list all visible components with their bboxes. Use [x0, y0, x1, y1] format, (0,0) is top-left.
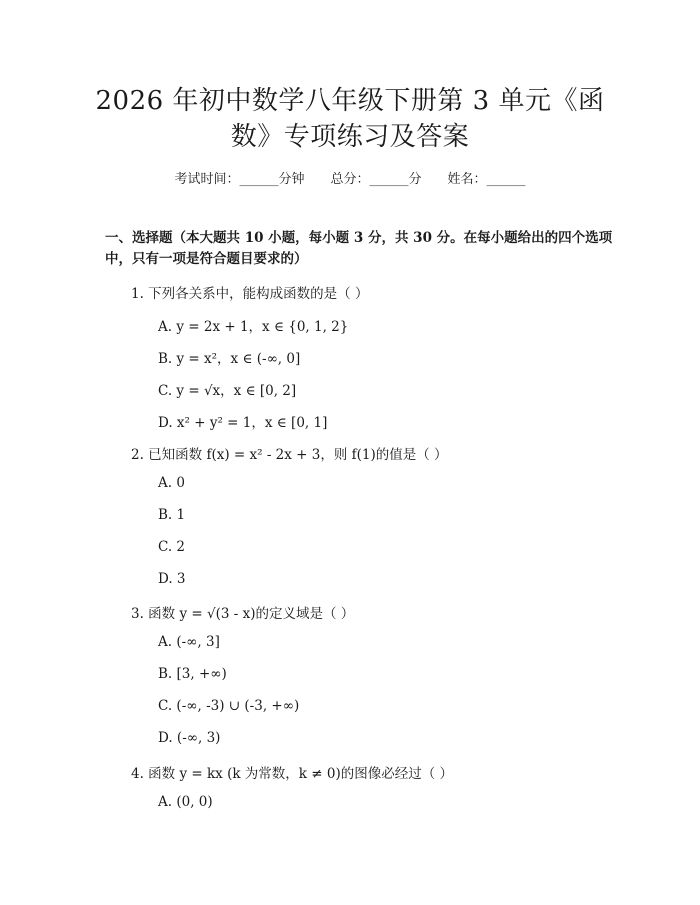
option-c: C. (-∞, -3) ∪ (-3, +∞) — [158, 698, 300, 714]
option-b: B. y = x²，x ∈ (-∞, 0] — [158, 351, 301, 367]
option-b: B. [3, +∞) — [158, 666, 227, 682]
question-stem: 4. 函数 y = kx (k 为常数，k ≠ 0)的图像必经过（ ） — [131, 766, 454, 782]
document-title-line-1: 2026 年初中数学八年级下册第 3 单元《函 — [95, 86, 605, 116]
question-stem: 2. 已知函数 f(x) = x² - 2x + 3，则 f(1)的值是（ ） — [131, 447, 448, 463]
exam-info — [0, 168, 700, 187]
option-d: D. (-∞, 3) — [158, 730, 221, 746]
option-a: A. y = 2x + 1，x ∈ {0, 1, 2} — [158, 319, 349, 335]
option-b: B. 1 — [158, 507, 186, 523]
option-d: D. x² + y² = 1，x ∈ [0, 1] — [158, 415, 328, 431]
option-a: A. 0 — [158, 475, 185, 491]
option-d: D. 3 — [158, 571, 186, 587]
option-c: C. 2 — [158, 539, 186, 555]
document-title-line-2: 数》专项练习及答案 — [230, 122, 470, 152]
option-a: A. (-∞, 3] — [158, 634, 220, 650]
option-c: C. y = √x，x ∈ [0, 2] — [158, 383, 297, 399]
total-score-field: 总分：______分 — [330, 172, 422, 187]
option-a: A. (0, 0) — [158, 794, 213, 810]
section-heading: 一、选择题（本大题共 10 小题，每小题 3 分，共 30 分。在每小题给出的四个选项中，只有一项是符合题目要求的） — [105, 230, 613, 267]
question-stem: 3. 函数 y = √(3 - x)的定义域是（ ） — [131, 606, 355, 622]
student-name-field: 姓名：______ — [447, 172, 526, 187]
exam-time-field: 考试时间：______分钟 — [174, 172, 305, 187]
question-stem: 1. 下列各关系中，能构成函数的是（ ） — [131, 286, 369, 302]
